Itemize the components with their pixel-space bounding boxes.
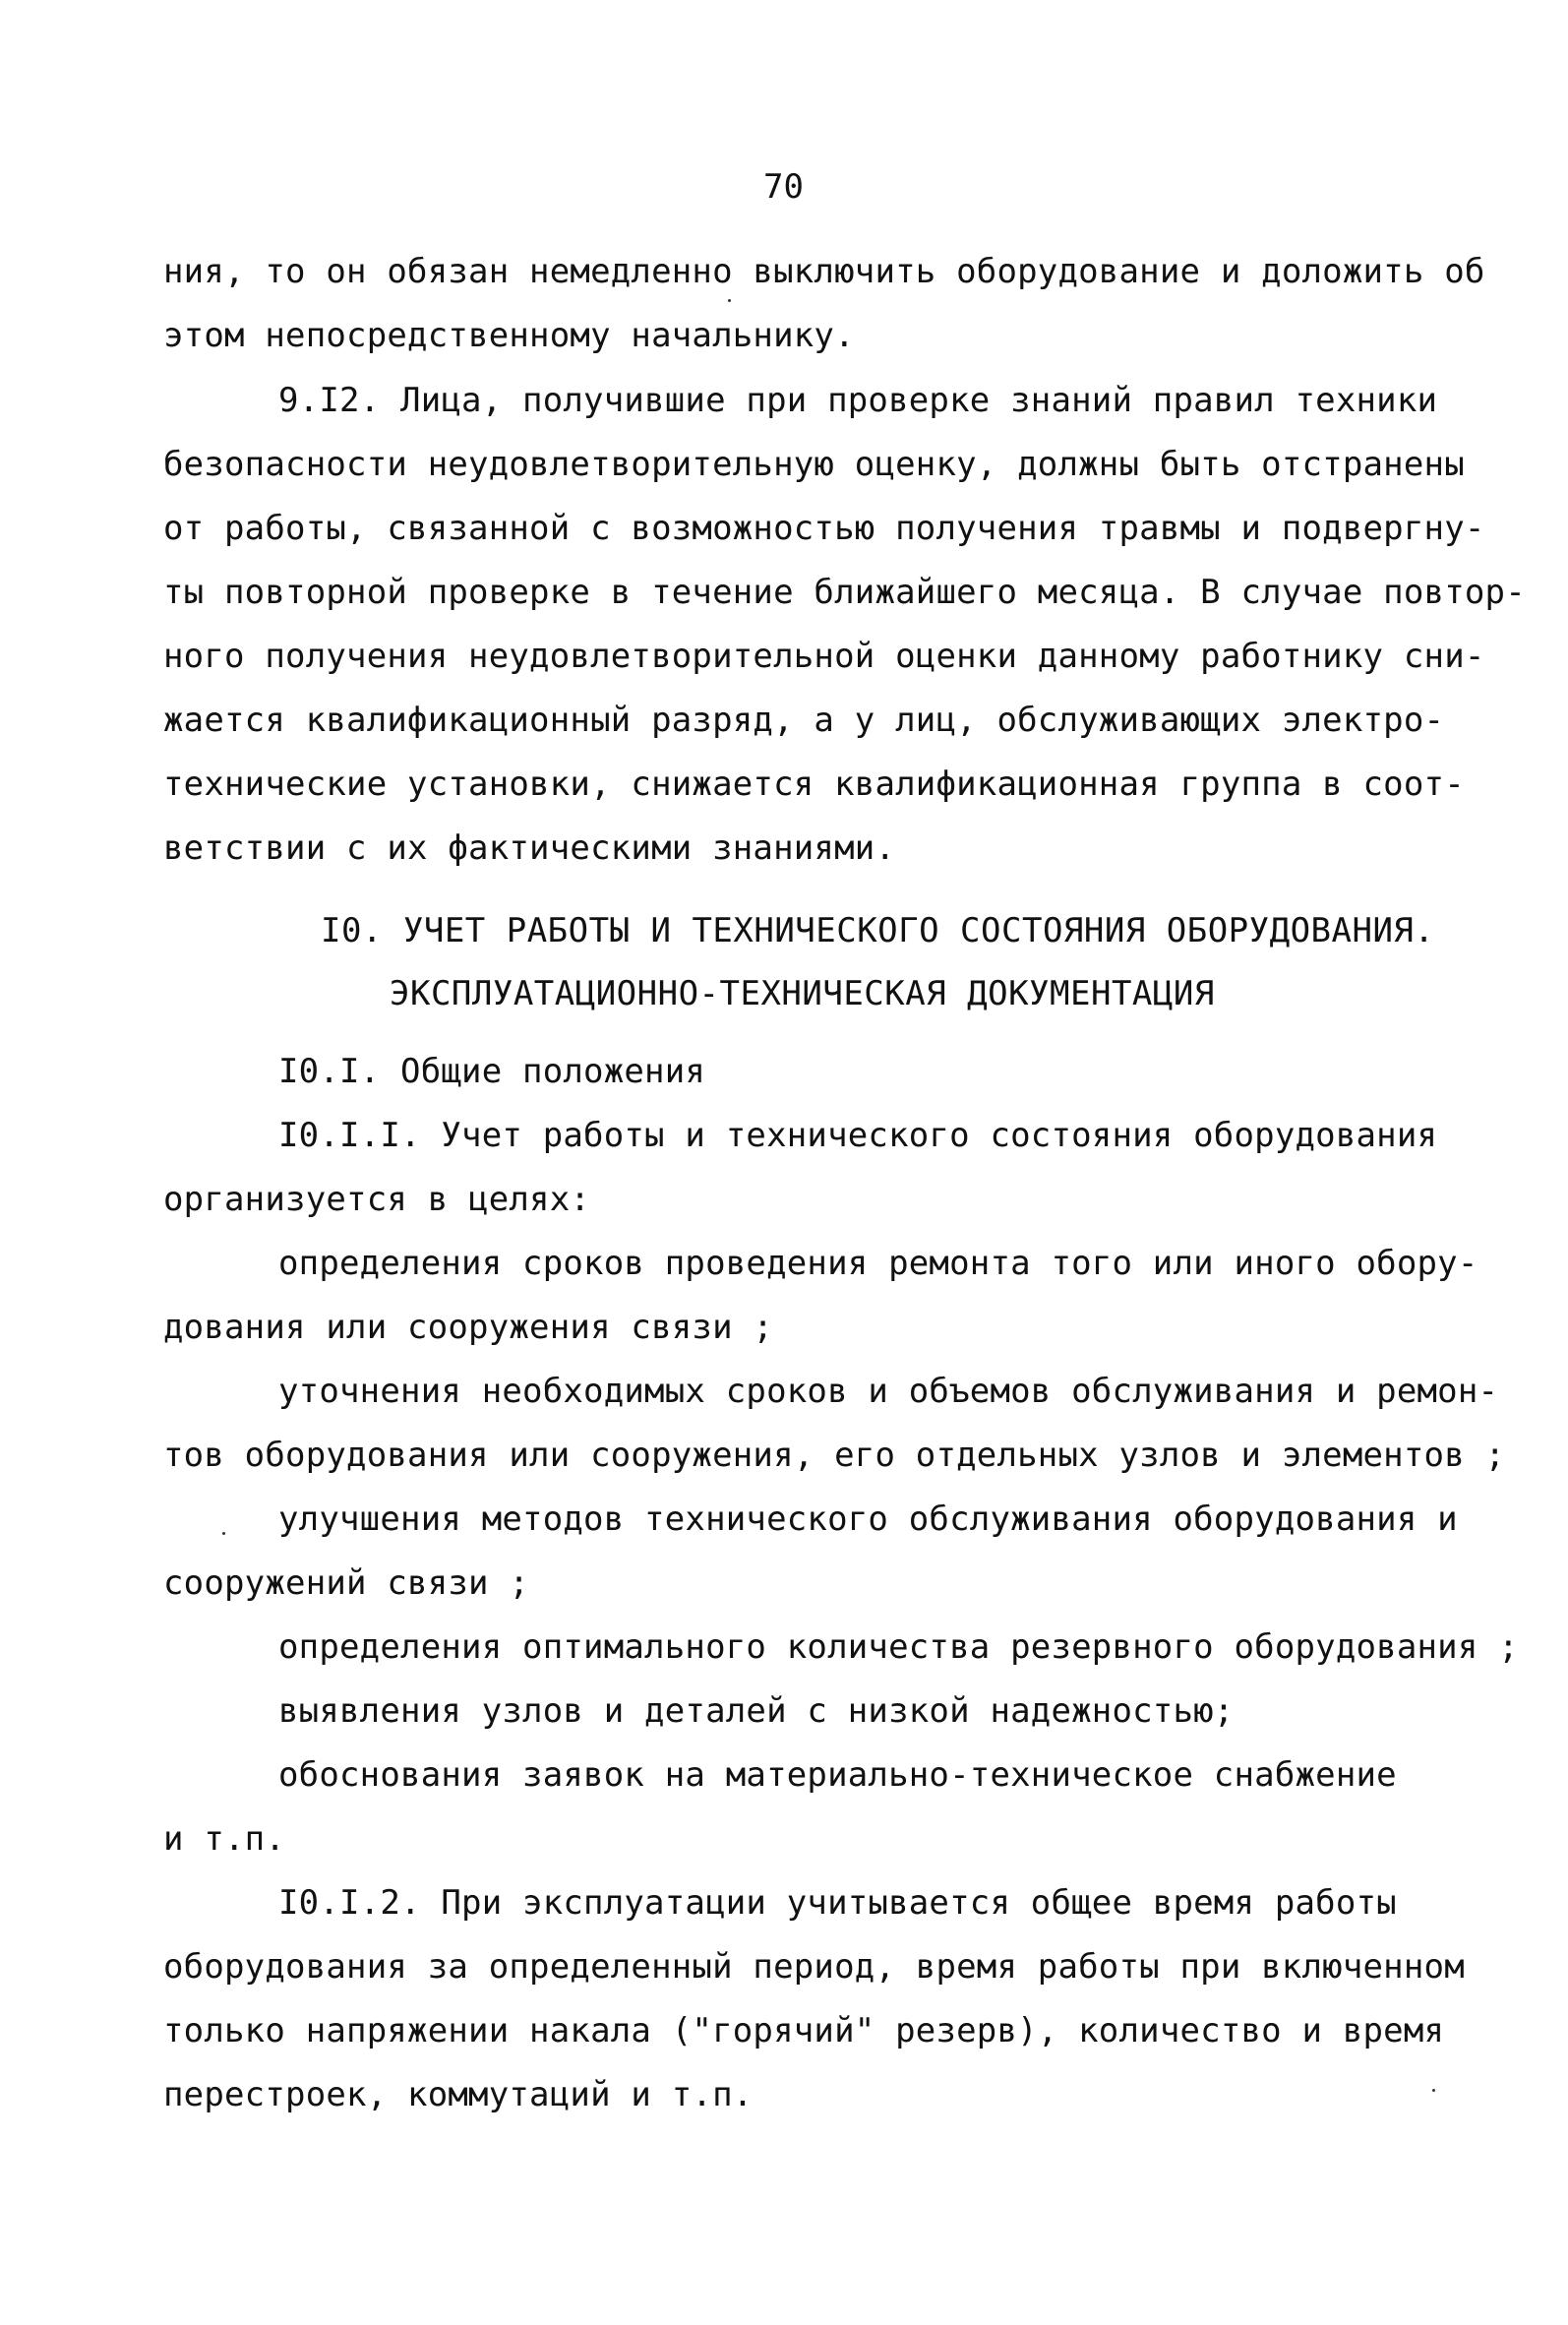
text-line: определения сроков проведения ремонта того или иного обору- — [278, 1244, 1478, 1283]
text-line: ты повторной проверке в течение ближайшего месяца. В случае повтор- — [163, 573, 1526, 612]
text-line: технические установки, снижается квалификационная группа в соот- — [163, 765, 1465, 804]
text-line: 9.I2. Лица, получившие при проверке знаний правил техники — [278, 381, 1438, 420]
text-line: определения оптимального количества резервного оборудования ; — [278, 1627, 1519, 1667]
text-line: тов оборудования или сооружения, его отдельных узлов и элементов ; — [163, 1436, 1506, 1475]
text-line: от работы, связанной с возможностью получения травмы и подвергну- — [163, 509, 1485, 548]
scan-speck — [222, 1532, 225, 1535]
section-subheading: ЭКСПЛУАТАЦИОННО-ТЕХНИЧЕСКАЯ ДОКУМЕНТАЦИЯ — [390, 974, 1215, 1013]
text-line: I0.I.2. При эксплуатации учитывается общее время работы — [278, 1883, 1397, 1923]
text-line: и т.п. — [163, 1819, 286, 1859]
text-line: улучшения методов технического обслуживания оборудования и — [278, 1499, 1458, 1539]
text-line: жается квалификационный разряд, а у лиц, обслуживающих электро- — [163, 701, 1445, 740]
text-line: ного получения неудовлетворительной оценки данному работнику сни- — [163, 637, 1485, 676]
text-line: этом непосредственному начальнику. — [163, 316, 855, 355]
text-line: ния, то он обязан немедленно выключить оборудование и доложить об — [163, 252, 1485, 291]
scan-speck — [1432, 2089, 1435, 2092]
text-line: сооружений связи ; — [163, 1563, 530, 1603]
text-line: выявления узлов и деталей с низкой надежностью; — [278, 1691, 1235, 1731]
text-line: ветствии с их фактическими знаниями. — [163, 828, 896, 868]
text-line: перестроек, коммутаций и т.п. — [163, 2075, 754, 2114]
text-line: уточнения необходимых сроков и объемов обслуживания и ремон- — [278, 1372, 1499, 1411]
subsection-title: I0.I. Общие положения — [278, 1052, 706, 1091]
page-number: 70 — [763, 167, 804, 207]
scan-speck — [728, 299, 731, 302]
section-heading: I0. УЧЕТ РАБОТЫ И ТЕХНИЧЕСКОГО СОСТОЯНИЯ ОБОРУДОВАНИЯ. — [321, 911, 1435, 950]
text-line: I0.I.I. Учет работы и технического состояния оборудования — [278, 1116, 1438, 1155]
text-line: безопасности неудовлетворительную оценку, должны быть отстранены — [163, 445, 1465, 484]
text-line: дования или сооружения связи ; — [163, 1308, 774, 1347]
text-line: оборудования за определенный период, время работы при включенном — [163, 1947, 1465, 1987]
text-line: организуется в целях: — [163, 1180, 591, 1219]
text-line: только напряжении накала ("горячий" резерв), количество и время — [163, 2011, 1445, 2050]
text-line: обоснования заявок на материально-техническое снабжение — [278, 1755, 1397, 1795]
